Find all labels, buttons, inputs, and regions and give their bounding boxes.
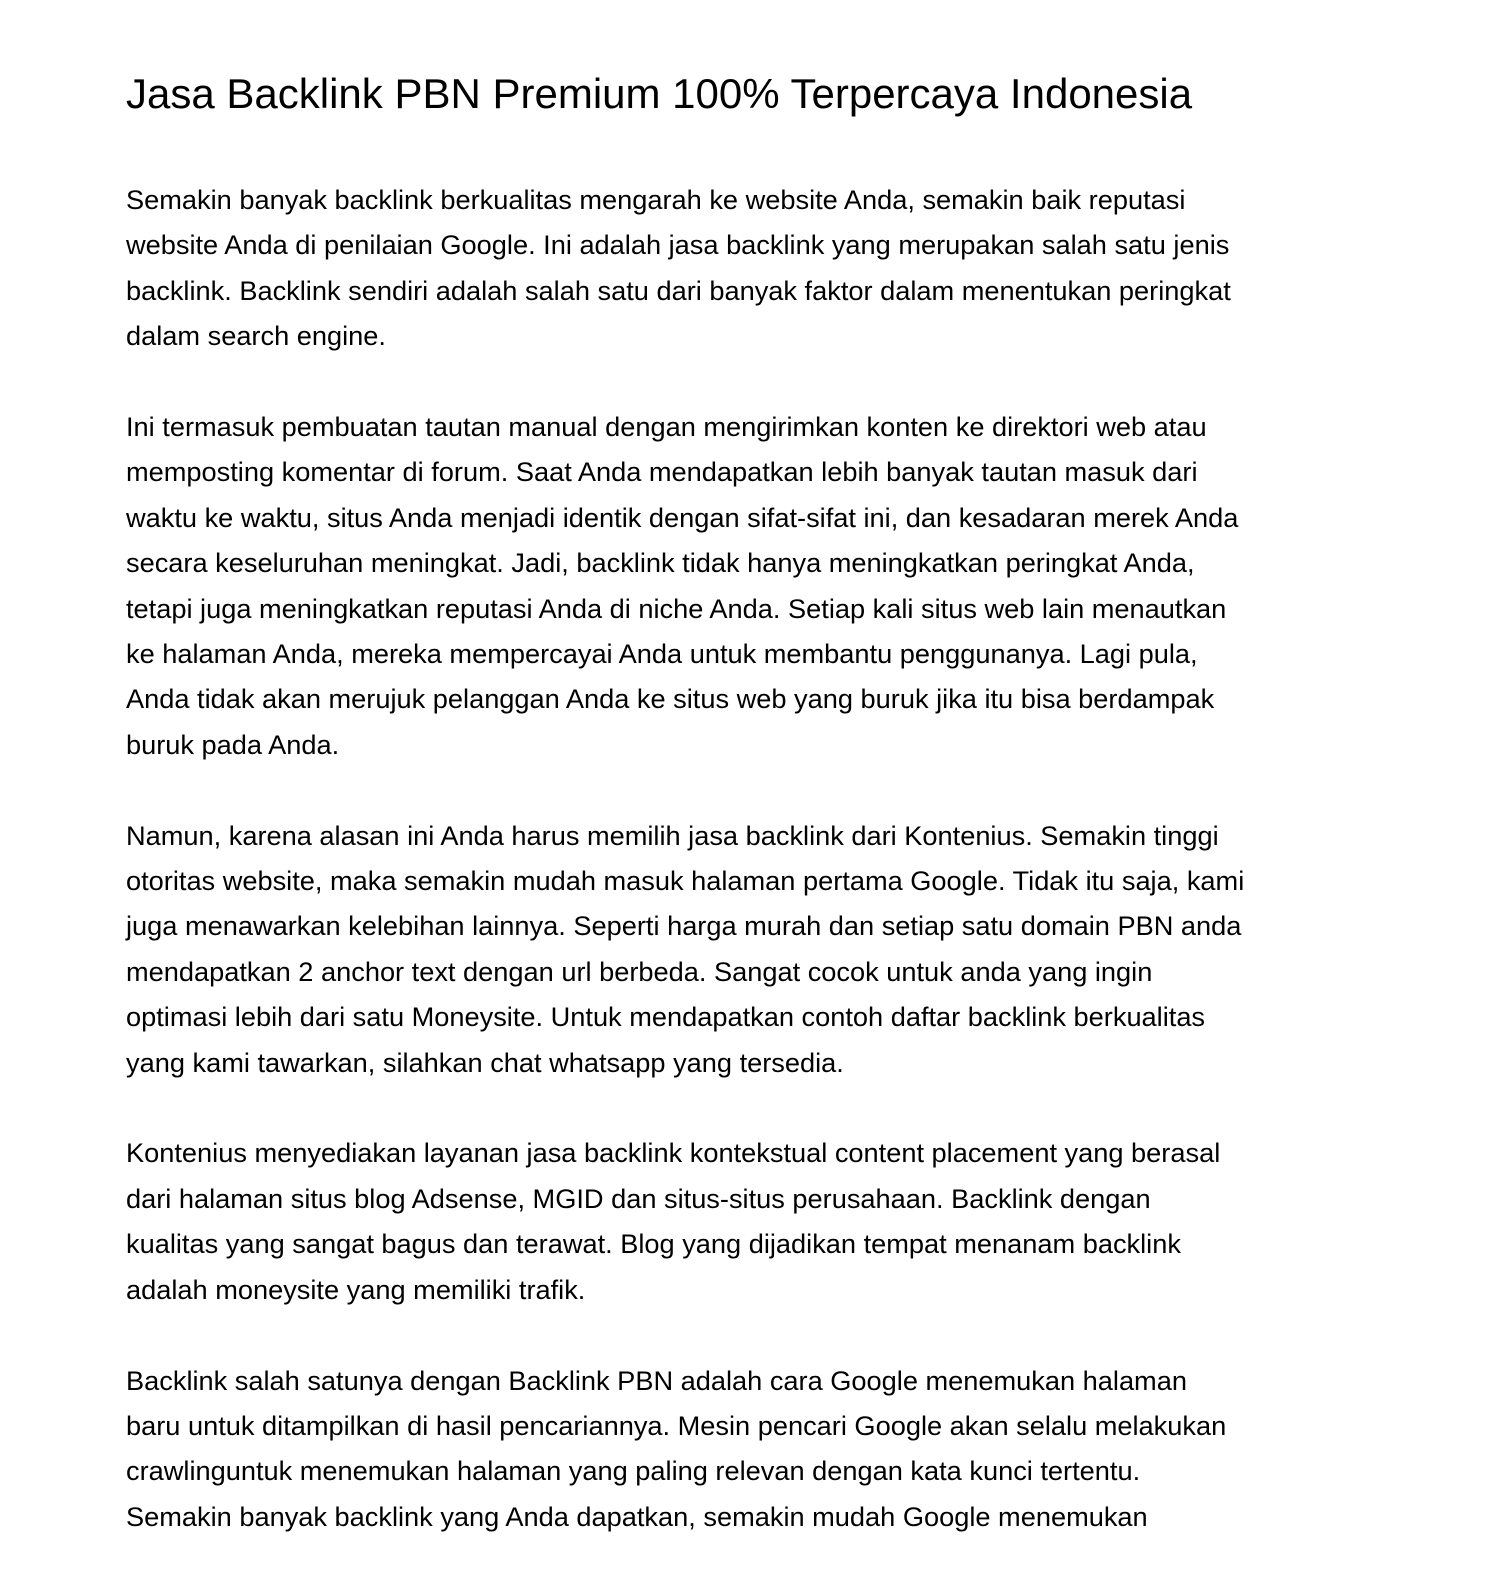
paragraph-line: baru untuk ditampilkan di hasil pencariannya. Mesin pencari Google akan selalu melakukan: [126, 1409, 1227, 1441]
paragraph-line: backlink. Backlink sendiri adalah salah satu dari banyak faktor dalam menentukan peringkat: [126, 274, 1231, 306]
paragraph-line: juga menawarkan kelebihan lainnya. Seperti harga murah dan setiap satu domain PBN anda: [126, 910, 1242, 942]
paragraph-line: secara keseluruhan meningkat. Jadi, backlink tidak hanya meningkatkan peringkat Anda,: [126, 547, 1195, 579]
paragraph-line: waktu ke waktu, situs Anda menjadi identik dengan sifat-sifat ini, dan kesadaran merek Anda: [126, 501, 1239, 533]
paragraph-line: dari halaman situs blog Adsense, MGID dan situs-situs perusahaan. Backlink dengan: [126, 1182, 1151, 1214]
paragraph-line: optimasi lebih dari satu Moneysite. Untuk mendapatkan contoh daftar backlink berkualitas: [126, 1001, 1206, 1033]
paragraph-line: Semakin banyak backlink yang Anda dapatkan, semakin mudah Google menemukan: [126, 1500, 1148, 1532]
document-title: Jasa Backlink PBN Premium 100% Terpercaya Indonesia: [126, 70, 1193, 117]
paragraph-line: yang kami tawarkan, silahkan chat whatsapp yang tersedia.: [126, 1046, 844, 1078]
paragraph-2: [126, 404, 1386, 767]
paragraph-3: [126, 813, 1386, 1085]
paragraph-line: Semakin banyak backlink berkualitas mengarah ke website Anda, semakin baik reputasi: [126, 184, 1186, 215]
paragraph-line: otoritas website, maka semakin mudah masuk halaman pertama Google. Tidak itu saja, kami: [126, 865, 1245, 897]
document-content: [126, 66, 1386, 1585]
paragraph-line: website Anda di penilaian Google. Ini adalah jasa backlink yang merupakan salah satu jenis: [126, 229, 1230, 261]
paragraph-line: Ini termasuk pembuatan tautan manual dengan mengirimkan konten ke direktori web atau: [126, 411, 1207, 443]
paragraph-5: [126, 1358, 1386, 1540]
paragraph-line: ke halaman Anda, mereka mempercayai Anda untuk membantu penggunanya. Lagi pula,: [126, 638, 1198, 670]
paragraph-line: dalam search engine.: [126, 320, 386, 352]
paragraph-line: Kontenius menyediakan layanan jasa backlink kontekstual content placement yang berasal: [126, 1137, 1221, 1169]
paragraph-line: mendapatkan 2 anchor text dengan url berbeda. Sangat cocok untuk anda yang ingin: [126, 955, 1153, 987]
paragraph-line: tetapi juga meningkatkan reputasi Anda di niche Anda. Setiap kali situs web lain menautkan: [126, 592, 1227, 624]
paragraph-line: memposting komentar di forum. Saat Anda mendapatkan lebih banyak tautan masuk dari: [126, 456, 1198, 488]
paragraph-line: Anda tidak akan merujuk pelanggan Anda ke situs web yang buruk jika itu bisa berdampak: [126, 683, 1215, 715]
paragraph-list: [126, 177, 1386, 1539]
paragraph-line: kualitas yang sangat bagus dan terawat. Blog yang dijadikan tempat menanam backlink: [126, 1228, 1181, 1260]
paragraph-line: Namun, karena alasan ini Anda harus memilih jasa backlink dari Kontenius. Semakin tinggi: [126, 819, 1219, 851]
paragraph-line: buruk pada Anda.: [126, 728, 340, 760]
paragraph-line: crawlinguntuk menemukan halaman yang paling relevan dengan kata kunci tertentu.: [126, 1455, 1141, 1487]
paragraph-line: Backlink salah satunya dengan Backlink PBN adalah cara Google menemukan halaman: [126, 1364, 1187, 1396]
paragraph-4: [126, 1130, 1386, 1312]
paragraph-1: [126, 177, 1386, 359]
paragraph-line: adalah moneysite yang memiliki trafik.: [126, 1273, 586, 1305]
